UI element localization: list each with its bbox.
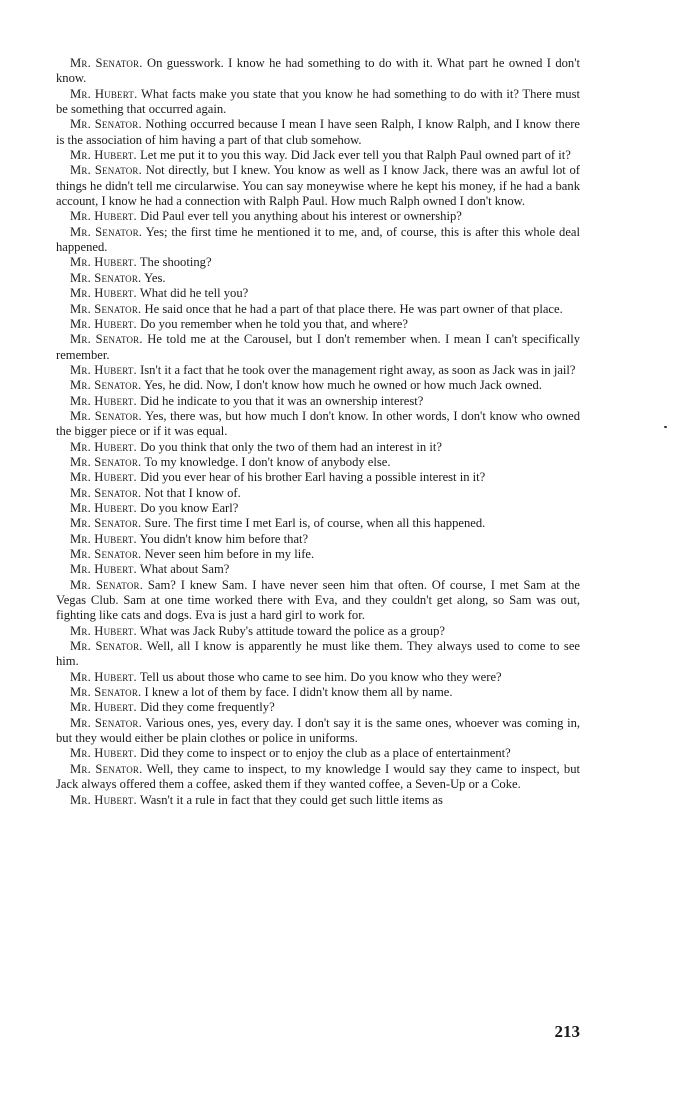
speaker-label: Mr. Hubert. (70, 500, 137, 515)
speaker-label: Mr. Senator. (70, 378, 142, 393)
speaker-label: Mr. Hubert. (70, 700, 137, 715)
testimony-paragraph (56, 271, 580, 286)
testimony-text: I knew a lot of them by face. I didn't know them all by name. (144, 685, 453, 700)
speaker-label: Mr. Senator. (70, 639, 143, 654)
testimony-text: What facts make you state that you know he had something to do with it? There must be something that occurred again. (56, 86, 580, 117)
speaker-label: Mr. Senator. (70, 56, 143, 70)
testimony-text: Do you know Earl? (140, 500, 239, 515)
speaker-label: Mr. Senator. (70, 577, 144, 592)
testimony-paragraph (56, 685, 580, 700)
testimony-paragraph (56, 639, 580, 670)
speaker-label: Mr. Hubert. (70, 148, 137, 163)
testimony-paragraph (56, 209, 580, 224)
speaker-label: Mr. Senator. (70, 685, 142, 700)
testimony-text: Various ones, yes, every day. I don't say it is the same ones, whoever was coming in, but they would either be plain clothes or police in uniforms. (56, 715, 581, 746)
testimony-paragraph (56, 547, 580, 562)
testimony-text: On guesswork. I know he had something to do with it. What part he owned I don't know. (56, 56, 580, 86)
speaker-label: Mr. Senator. (70, 454, 142, 469)
speaker-label: Mr. Hubert. (70, 669, 137, 684)
speaker-label: Mr. Hubert. (70, 362, 137, 377)
testimony-paragraph (56, 516, 580, 531)
testimony-paragraph (56, 117, 580, 148)
testimony-paragraph (56, 532, 580, 547)
testimony-paragraph (56, 394, 580, 409)
testimony-text: What about Sam? (139, 562, 230, 577)
speaker-label: Mr. Senator. (70, 408, 142, 423)
speaker-label: Mr. Senator. (70, 301, 142, 316)
speaker-label: Mr. Senator. (70, 761, 143, 776)
testimony-text: Nothing occurred because I mean I have seen Ralph, I know Ralph, and I know there is the association of him having a part of that club somehow. (56, 117, 581, 147)
testimony-paragraph (56, 286, 580, 301)
speaker-label: Mr. Senator. (70, 332, 143, 347)
speaker-label: Mr. Senator. (70, 270, 142, 285)
testimony-paragraph (56, 317, 580, 332)
speaker-label: Mr. Hubert. (70, 792, 137, 807)
testimony-paragraph (56, 163, 580, 209)
testimony-paragraph (56, 486, 580, 501)
testimony-paragraph (56, 716, 580, 747)
testimony-text: Did they come frequently? (140, 700, 275, 715)
testimony-text: Did they come to inspect or to enjoy the club as a place of entertainment? (140, 746, 511, 761)
testimony-text: He told me at the Carousel, but I don't remember when. I mean I can't specifically remember. (56, 332, 580, 362)
testimony-paragraph (56, 148, 580, 163)
testimony-paragraph (56, 225, 580, 256)
testimony-paragraph (56, 762, 580, 793)
testimony-text: What was Jack Ruby's attitude toward the police as a group? (139, 623, 445, 638)
testimony-paragraph (56, 440, 580, 455)
testimony-paragraph (56, 56, 580, 87)
testimony-paragraph (56, 562, 580, 577)
testimony-paragraph (56, 302, 580, 317)
speaker-label: Mr. Hubert. (70, 393, 137, 408)
transcript-body (56, 56, 580, 808)
testimony-text: Isn't it a fact that he took over the management right away, as soon as Jack was in jail? (140, 362, 576, 377)
testimony-paragraph (56, 87, 580, 118)
speaker-label: Mr. Senator. (70, 117, 142, 132)
testimony-paragraph (56, 700, 580, 715)
speaker-label: Mr. Hubert. (70, 531, 137, 546)
speaker-label: Mr. Senator. (70, 224, 143, 239)
speaker-label: Mr. Senator. (70, 485, 142, 500)
testimony-text: Sure. The first time I met Earl is, of course, when all this happened. (144, 516, 486, 531)
testimony-paragraph (56, 624, 580, 639)
speaker-label: Mr. Senator. (70, 547, 142, 561)
testimony-paragraph (56, 255, 580, 270)
testimony-paragraph (56, 363, 580, 378)
testimony-text: Yes. (144, 270, 166, 285)
testimony-paragraph (56, 793, 580, 808)
testimony-paragraph (56, 455, 580, 470)
testimony-text: Did Paul ever tell you anything about his interest or ownership? (140, 209, 462, 224)
testimony-paragraph (56, 501, 580, 516)
stray-mark (664, 426, 667, 428)
testimony-text: The shooting? (139, 255, 212, 270)
testimony-text: Let me put it to you this way. Did Jack ever tell you that Ralph Paul owned part of it? (140, 148, 571, 163)
testimony-text: Sam? I knew Sam. I have never seen him that often. Of course, I met Sam at the Vegas Club. Sam at one time worked there with Eva, and they couldn't get along, so Sam was out, fighting like cats and dogs. Eva is just a hard girl to work for. (56, 577, 580, 623)
speaker-label: Mr. Senator. (70, 715, 142, 730)
speaker-label: Mr. Hubert. (70, 286, 137, 301)
speaker-label: Mr. Senator. (70, 163, 142, 178)
testimony-text: Not that I know of. (144, 485, 241, 500)
testimony-text: Did he indicate to you that it was an ownership interest? (140, 393, 424, 408)
speaker-label: Mr. Hubert. (70, 439, 137, 454)
testimony-paragraph (56, 578, 580, 624)
speaker-label: Mr. Hubert. (70, 86, 138, 101)
testimony-paragraph (56, 670, 580, 685)
testimony-text: Yes, there was, but how much I don't know. In other words, I don't know who owned the bigger piece or if it was equal. (56, 408, 580, 439)
testimony-text: Yes; the first time he mentioned it to me, and, of course, this is after this whole deal happened. (56, 224, 581, 255)
testimony-paragraph (56, 746, 580, 761)
testimony-text: What did he tell you? (139, 286, 249, 301)
speaker-label: Mr. Hubert. (70, 316, 137, 331)
speaker-label: Mr. Hubert. (70, 623, 137, 638)
testimony-text: Yes, he did. Now, I don't know how much he owned or how much Jack owned. (144, 378, 542, 393)
testimony-text: To my knowledge. I don't know of anybody else. (144, 454, 391, 469)
speaker-label: Mr. Hubert. (70, 255, 137, 270)
testimony-text: Not directly, but I knew. You know as well as I know Jack, there was an awful lot of things he didn't tell me circularwise. You can say moneywise where he kept his money, if he had a bank account, I know he had a connection with Ralph Paul. How much Ralph owned I don't know. (56, 163, 581, 209)
testimony-text: Do you think that only the two of them had an interest in it? (140, 439, 442, 454)
testimony-paragraph (56, 332, 580, 363)
testimony-text: You didn't know him before that? (139, 531, 309, 546)
testimony-paragraph (56, 378, 580, 393)
speaker-label: Mr. Hubert. (70, 209, 137, 224)
testimony-text: Do you remember when he told you that, and where? (140, 316, 408, 331)
testimony-text: Did you ever hear of his brother Earl having a possible interest in it? (140, 470, 486, 485)
speaker-label: Mr. Hubert. (70, 470, 137, 485)
testimony-text: He said once that he had a part of that place there. He was part owner of that place. (144, 301, 563, 316)
testimony-text: Tell us about those who came to see him. Do you know who they were? (139, 669, 502, 684)
testimony-paragraph (56, 470, 580, 485)
page-number: 213 (554, 1022, 580, 1041)
testimony-text: Wasn't it a rule in fact that they could get such little items as (139, 792, 443, 807)
testimony-text: Well, all I know is apparently he must like them. They always used to come to see him. (56, 639, 581, 669)
testimony-text: Never seen him before in my life. (144, 547, 315, 561)
speaker-label: Mr. Hubert. (70, 746, 137, 761)
testimony-paragraph (56, 409, 580, 440)
testimony-text: Well, they came to inspect, to my knowledge I would say they came to inspect, but Jack always offered them a coffee, asked them if they wanted coffee, a Seven-Up or a Coke. (56, 761, 581, 792)
speaker-label: Mr. Hubert. (70, 562, 137, 577)
speaker-label: Mr. Senator. (70, 516, 142, 531)
